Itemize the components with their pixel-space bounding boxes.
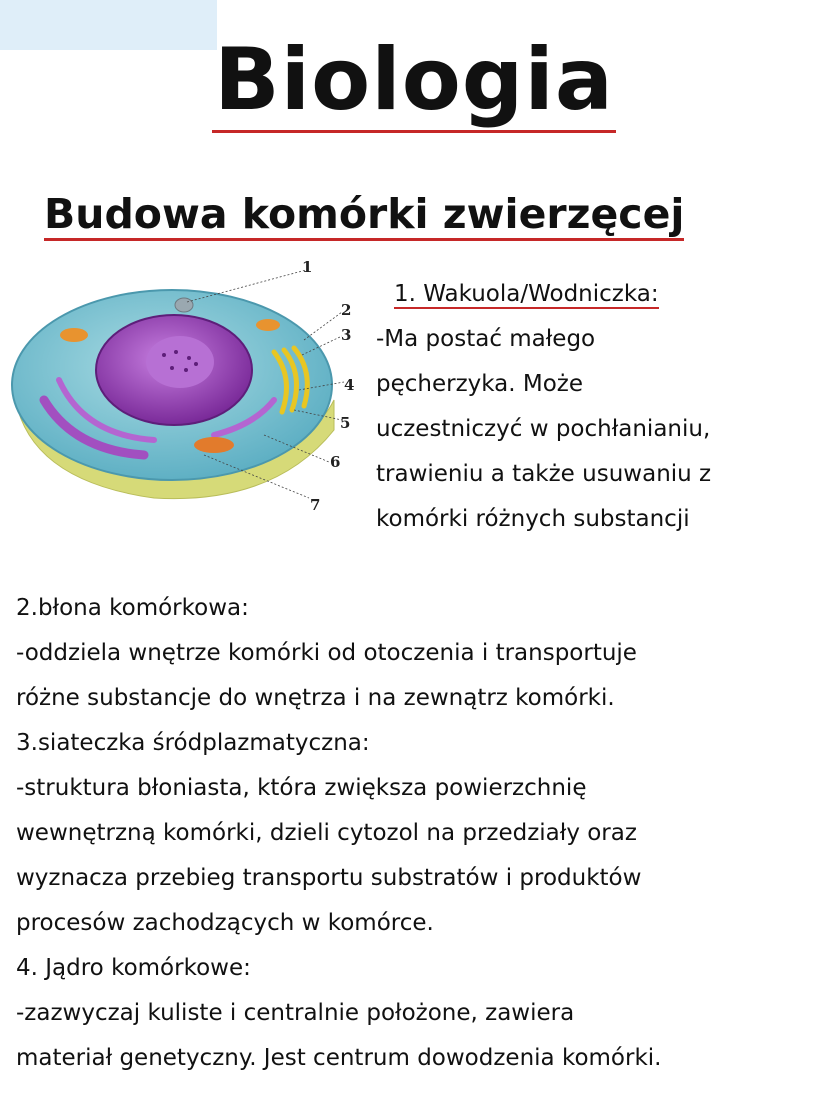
figure-label-1: 1 — [302, 258, 313, 276]
figure-label-6: 6 — [330, 453, 341, 471]
vacuole-line: komórki różnych substancji — [376, 506, 690, 532]
vacuole-description — [376, 272, 816, 542]
er-line: wewnętrzną komórki, dzieli cytozol na przedziały oraz — [16, 820, 637, 846]
nucleus-line: materiał genetyczny. Jest centrum dowodzenia komórki. — [16, 1045, 662, 1071]
er-line: wyznacza przebieg transportu substratów i produktów — [16, 865, 642, 891]
vacuole-line: -Ma postać małego — [376, 326, 596, 352]
nucleus-heading: 4. Jądro komórkowe: — [16, 955, 251, 981]
mitochondrion — [256, 319, 280, 331]
er-heading: 3.siateczka śródplazmatyczna: — [16, 730, 370, 756]
figure-label-3: 3 — [341, 326, 352, 344]
membrane-line: różne substancje do wnętrza i na zewnątrz komórki. — [16, 685, 615, 711]
figure-label-7: 7 — [310, 496, 321, 514]
er-line: -struktura błoniasta, która zwiększa powierzchnię — [16, 775, 587, 801]
animal-cell-illustration — [4, 258, 355, 520]
page-subtitle-text: Budowa komórki zwierzęcej — [44, 190, 684, 241]
vacuole-line: uczestniczyć w pochłanianiu, — [376, 416, 711, 442]
mitochondrion — [194, 437, 234, 453]
organelle-descriptions — [16, 586, 816, 1081]
vacuole-heading: 1. Wakuola/Wodniczka: — [394, 281, 659, 307]
page-title — [0, 30, 828, 130]
figure-label-2: 2 — [341, 301, 352, 319]
nucleolus — [146, 336, 214, 388]
page-subtitle — [44, 190, 804, 238]
vacuole-line: trawieniu a także usuwaniu z — [376, 461, 712, 487]
vacuole — [175, 298, 193, 312]
figure-label-5: 5 — [340, 414, 351, 432]
er-line: procesów zachodzących w komórce. — [16, 910, 434, 936]
mitochondrion — [60, 328, 88, 342]
figure-label-4: 4 — [344, 376, 355, 394]
nucleus-line: -zazwyczaj kuliste i centralnie położone, zawiera — [16, 1000, 575, 1026]
membrane-line: -oddziela wnętrze komórki od otoczenia i transportuje — [16, 640, 637, 666]
page-title-text: Biologia — [212, 30, 616, 133]
vacuole-line: pęcherzyka. Może — [376, 371, 584, 397]
membrane-heading: 2.błona komórkowa: — [16, 595, 249, 621]
